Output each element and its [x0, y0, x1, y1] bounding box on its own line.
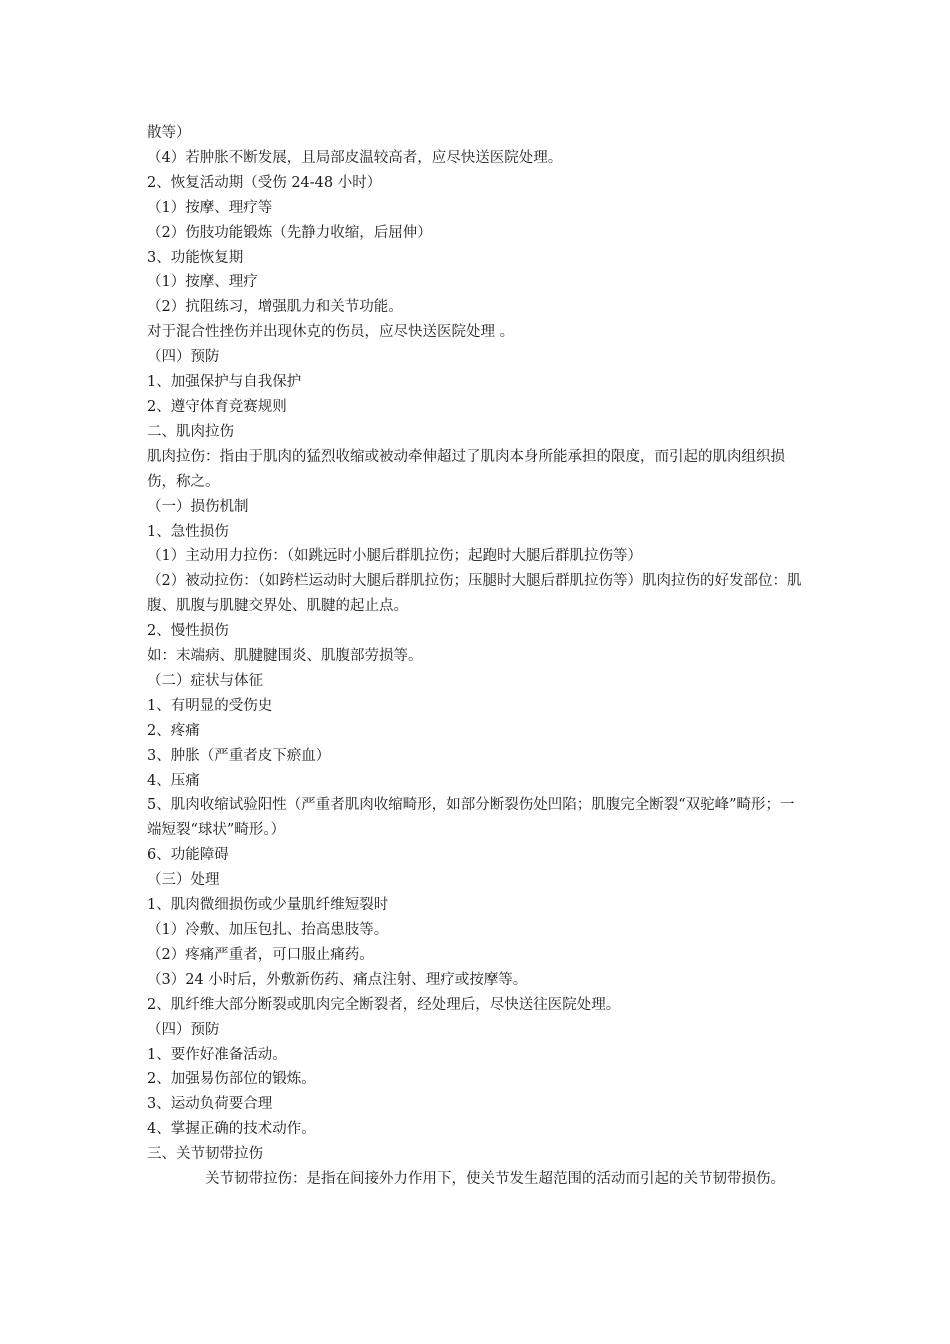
text-line: 3、运动负荷要合理 — [147, 1096, 273, 1113]
text-line: 2、恢复活动期（受伤 24-48 小时） — [147, 174, 382, 191]
text-line: 2、肌纤维大部分断裂或肌肉完全断裂者，经处理后，尽快送往医院处理。 — [147, 996, 621, 1013]
text-line: 3、功能恢复期 — [147, 249, 244, 266]
text-line: 3、肿胀（严重者皮下瘀血） — [147, 747, 331, 764]
definition-paragraph: 肌肉拉伤：指由于肌肉的猛烈收缩或被动牵伸超过了肌肉本身所能承担的限度，而引起的肌肉组织损伤，称之。 — [147, 448, 785, 490]
text-paragraph: 5、肌肉收缩试验阳性（严重者肌肉收缩畸形，如部分断裂伤处凹陷；肌腹完全断裂“双驼峰”畸形；一端短裂“球状”畸形。） — [147, 797, 795, 839]
text-line: 2、慢性损伤 — [147, 623, 229, 640]
text-line: 对于混合性挫伤并出现休克的伤员，应尽快送医院处理 。 — [147, 324, 515, 341]
text-line: （1）按摩、理疗 — [147, 274, 258, 291]
text-line: 2、加强易伤部位的锻炼。 — [147, 1071, 316, 1088]
text-line: 散等） — [147, 125, 191, 141]
text-line: 1、肌肉微细损伤或少量肌纤维短裂时 — [147, 897, 389, 914]
text-line: 1、要作好准备活动。 — [147, 1046, 287, 1063]
text-line: 4、压痛 — [147, 772, 200, 789]
text-line: （1）主动用力拉伤：（如跳远时小腿后群肌拉伤；起跑时大腿后群肌拉伤等） — [147, 548, 642, 565]
text-line: （2）疼痛严重者，可口服止痛药。 — [147, 946, 374, 963]
chapter-heading: 二、肌肉拉伤 — [147, 423, 234, 440]
text-line: （2）伤肢功能锻炼（先静力收缩，后屈伸） — [147, 224, 432, 241]
text-line: （1）冷敷、加压包扎、抬高患肢等。 — [147, 922, 389, 938]
definition-paragraph: 关节韧带拉伤：是指在间接外力作用下，使关节发生超范围的活动而引起的关节韧带损伤。 — [205, 1171, 785, 1188]
text-line: 4、掌握正确的技术动作。 — [147, 1121, 316, 1138]
section-heading: （三）处理 — [147, 872, 220, 889]
section-heading: （一）损伤机制 — [147, 498, 249, 515]
section-heading: （四）预防 — [147, 1021, 220, 1038]
text-paragraph: （2）被动拉伤：（如跨栏运动时大腿后群肌拉伤；压腿时大腿后群肌拉伤等）肌肉拉伤的好发部位：肌腹、肌腹与肌腱交界处、肌腱的起止点。 — [147, 573, 802, 615]
text-line: 2、疼痛 — [147, 722, 200, 739]
text-line: 1、有明显的受伤史 — [147, 697, 273, 714]
section-heading: （二）症状与体征 — [147, 672, 263, 689]
document-body — [147, 121, 807, 1192]
text-line: 如：末端病、肌腱腱围炎、肌腹部劳损等。 — [147, 648, 423, 665]
text-line: 6、功能障碍 — [147, 847, 229, 864]
text-line: （3）24 小时后，外敷新伤药、痛点注射、理疗或按摩等。 — [147, 971, 528, 988]
text-line: 2、遵守体育竞赛规则 — [147, 398, 287, 415]
text-line: （1）按摩、理疗等 — [147, 199, 273, 216]
text-line: 1、加强保护与自我保护 — [147, 374, 302, 391]
text-line: （4）若肿胀不断发展，且局部皮温较高者，应尽快送医院处理。 — [147, 149, 563, 166]
section-heading: （四）预防 — [147, 349, 220, 366]
text-line: 1、急性损伤 — [147, 523, 229, 540]
text-line: （2）抗阻练习，增强肌力和关节功能。 — [147, 299, 403, 316]
chapter-heading: 三、关节韧带拉伤 — [147, 1146, 263, 1163]
